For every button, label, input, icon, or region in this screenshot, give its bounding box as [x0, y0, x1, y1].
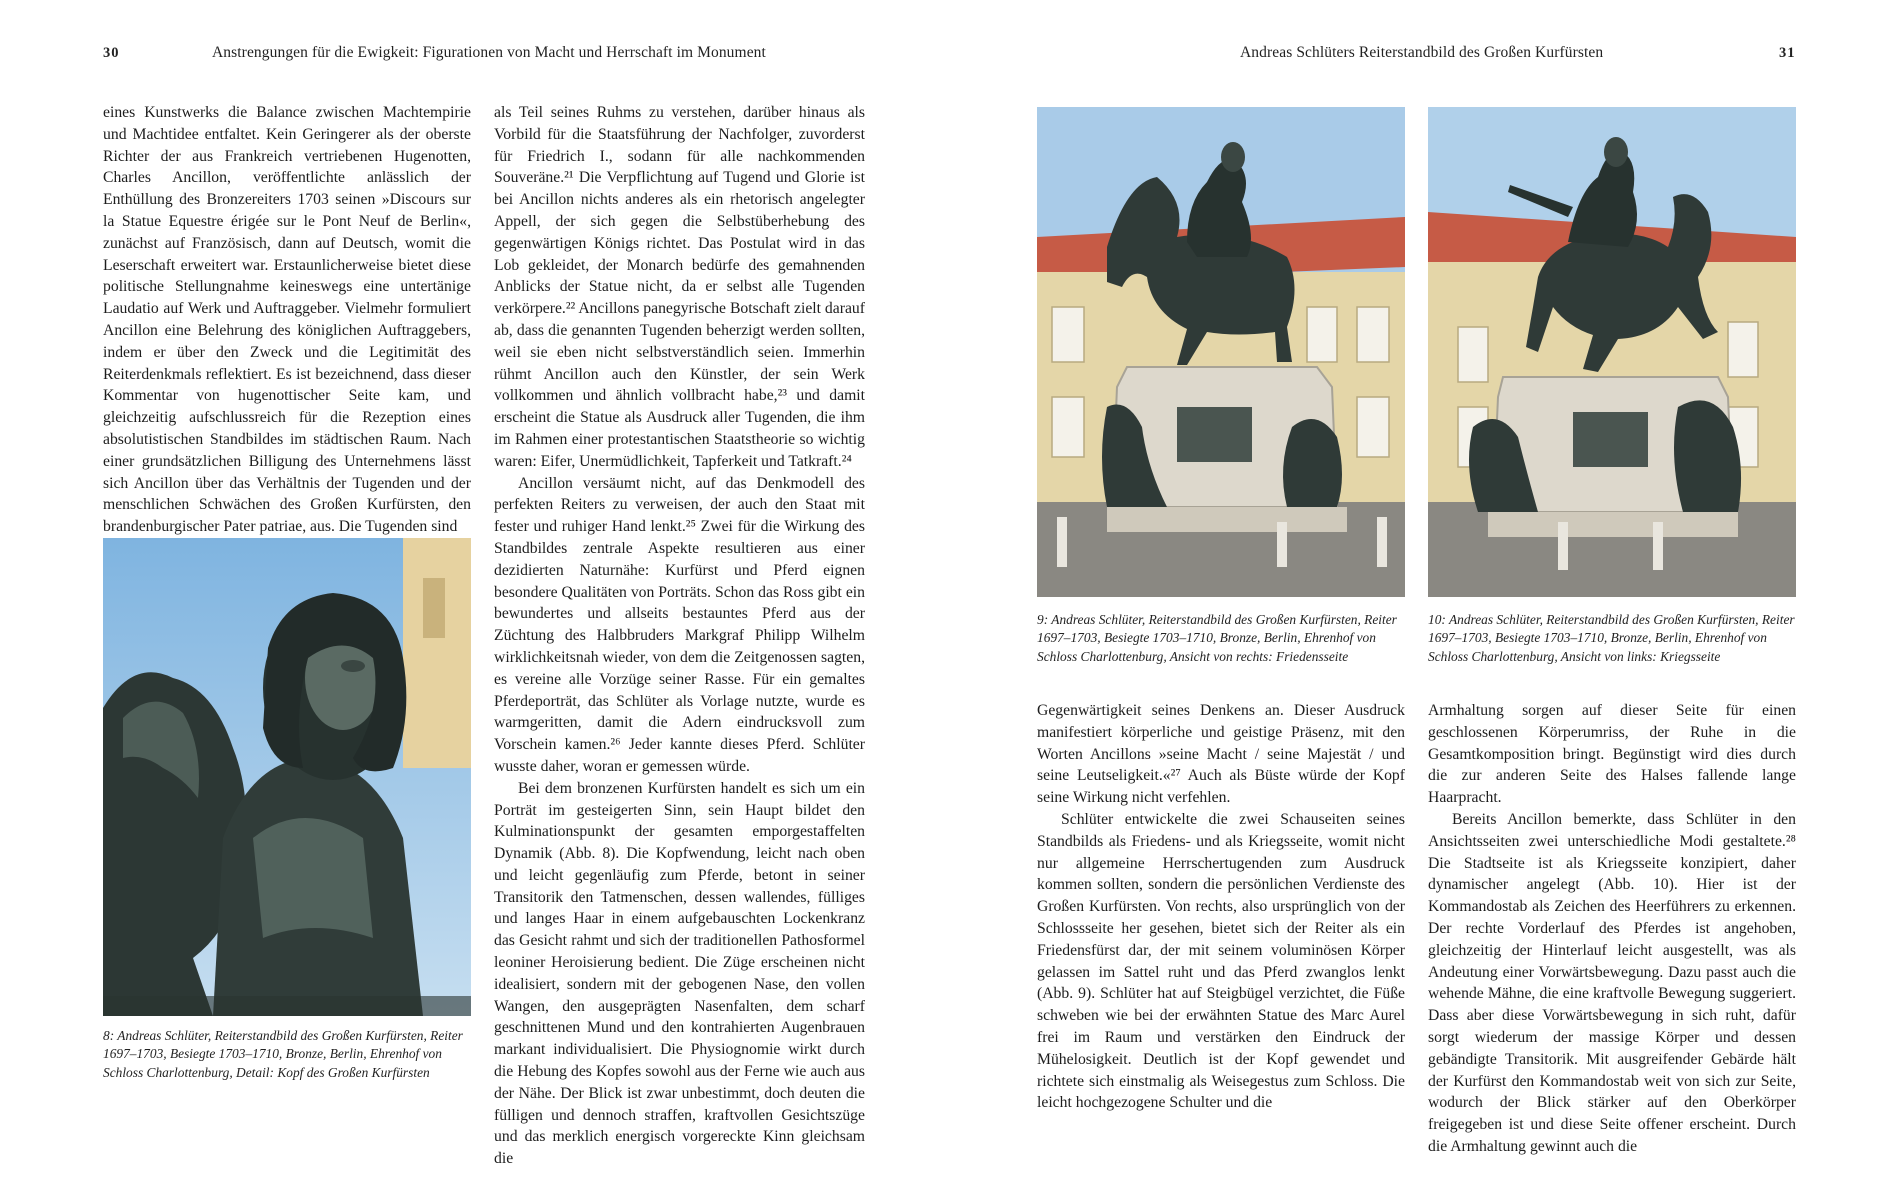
right-page — [945, 0, 1890, 1181]
paragraph: eines Kunstwerks die Balance zwischen Machtempirie und Machtidee entfaltet. Kein Geringerer als der oberste Richter der aus Frankreich vertriebenen Hugenotten, Charles Ancillon, veröffentlichte anlässlich der Enthüllung des Bronzereiters 1703 seinen »Discours sur la Statue Equestre érigée sur le Pont Neuf de Berlin«, zunächst auf Französisch, dann auf Deutsch, womit die Leserschaft erweitert war. Erstaunlicherweise bietet diese politische Stellungnahme keineswegs eine untertänige Laudatio auf Werk und Auftraggeber. Vielmehr formuliert Ancillon eine Belehrung des königlichen Auftraggebers, indem er über den Zweck und die Legitimität des Reiterdenkmals reflektiert. Es ist bezeichnend, dass dieser Kommentar von hugenottischer Seite kam, und gleichzeitig aufschlussreich für die Rezeption eines absolutistischen Standbildes im städtischen Raum. Nach einer grundsätzlichen Billigung des Unternehmens lässt sich Ancillon über das Verhältnis der Tugenden und der menschlichen Schwächen des Großen Kurfürsten, den brandenburgischer Pater patriae, aus. Die Tugenden sind — [103, 104, 471, 536]
page-number-left: 30 — [103, 45, 120, 61]
running-head-right: Andreas Schlüters Reiterstandbild des Großen Kurfürsten — [1240, 44, 1604, 61]
paragraph: Armhaltung sorgen auf dieser Seite für einen geschlossenen Körperumriss, der Ruhe in die Gesamtkomposition bringt. Begünstigt wird dies durch die zur anderen Seite des Halses fallende lange Haarpracht. — [1428, 702, 1796, 807]
figure-10-caption: 10: Andreas Schlüter, Reiterstandbild des Großen Kurfürsten, Reiter 1697–1703, Besiegte 1703–1710, Bronze, Berlin, Ehrenhof von Schloss Charlottenburg, Ansicht von links: Kriegsseite — [1428, 612, 1795, 664]
left-column-2 — [494, 102, 865, 1170]
figure-9-image — [1037, 107, 1405, 597]
paragraph: Gegenwärtigkeit seines Denkens an. Dieser Ausdruck manifestiert körperliche und geistige Präsenz, mit den Worten Ancillons »seine Macht / seine Majestät / und seine Leutseligkeit.«²⁷ Auch als Büste würde der Kopf seine Wirkung nicht verfehlen. — [1037, 702, 1405, 807]
page-number-right: 31 — [1779, 45, 1796, 61]
equestrian-head-photo — [103, 538, 471, 1016]
right-column-2 — [1428, 700, 1796, 1158]
paragraph: als Teil seines Ruhms zu verstehen, darüber hinaus als Vorbild für die Staatsführung der Nachfolger, zuvorderst für Friedrich I., sodann für alle nachkommenden Souveräne.²¹ Die Verpflichtung auf Tugend und Glorie ist bei Ancillon nichts anderes als ein rhetorisch angelegter Appell, der sich gegen die Selbstüberhebung des gegenwärtigen Königs richtet. Das Postulat wird in das Lob gekleidet, der Monarch bedürfe des gemahnenden Anblicks der Statue nicht, da er selbst alle Tugenden verkörpere.²² Ancillons panegyrische Botschaft zielt darauf ab, dass die genannten Tugenden beherzigt werden sollten, weil sie eben nicht selbstverständlich seien. Immerhin rühmt Ancillon auch den Künstler, der sein Werk vollkommen und ähnlich vollbracht habe,²³ und damit erscheint die Statue als Ausdruck aller Tugenden, die ihm im Rahmen einer protestantischen Staatstheorie so wichtig waren: Eifer, Unermüdlichkeit, Tapferkeit und Tatkraft.²⁴ — [494, 104, 865, 470]
figure-8-image — [103, 538, 471, 1016]
paragraph: Ancillon versäumt nicht, auf das Denkmodell des perfekten Reiters zu verweisen, der auch den Staat mit fester und ruhiger Hand lenkt.²⁵ Zwei für die Wirkung des Standbildes zentrale Aspekte resultieren aus einer dezidierten Naturnähe: Kurfürst und Pferd eignen besondere Qualitäten von Porträts. Schon das Ross gibt ein bewundertes und allseits bestauntes Pferd aus der Züchtung des Halbbruders Markgraf Philipp Wilhelm wirklichkeitsnah wieder, von dem die Zeitgenossen sagten, es vereine alle Vorzüge seiner Rasse. Für ein gemaltes Pferdeporträt, das Schlüter als Vorlage nutzte, wurde es warmgeritten, damit die Adern eindrucksvoll zum Vorschein kamen.²⁶ Jeder kannte dieses Pferd. Schlüter wusste daher, woran er gemessen würde. — [494, 474, 865, 775]
left-column-1 — [103, 102, 471, 538]
figure-8-caption: 8: Andreas Schlüter, Reiterstandbild des Großen Kurfürsten, Reiter 1697–1703, Besiegte 1703–1710, Bronze, Berlin, Ehrenhof von Schloss Charlottenburg, Detail: Kopf des Großen Kurfürsten — [103, 1028, 463, 1080]
running-head-left: Anstrengungen für die Ewigkeit: Figurationen von Macht und Herrschaft im Monument — [212, 44, 766, 61]
right-column-1 — [1037, 700, 1405, 1114]
equestrian-statue-peace-side-photo — [1037, 107, 1405, 597]
equestrian-statue-war-side-photo — [1428, 107, 1796, 597]
paragraph: Schlüter entwickelte die zwei Schauseiten seines Standbilds als Friedens- und als Kriegsseite, womit nicht nur allgemeine Herrschertugenden zum Ausdruck kommen sollten, sondern die persönlichen Verdienste des Großen Kurfürsten. Von rechts, also ursprünglich von der Schlossseite her gesehen, bietet sich der Reiter als ein Friedensfürst dar, der mit seinem voluminösen Körper gelassen im Sattel ruht und das Pferd zwanglos lenkt (Abb. 9). Schlüter hat auf Steigbügel verzichtet, die Füße schweben wie bei der erwähnten Statue des Marc Aurel frei im Raum und verstärken den Eindruck der Mühelosigkeit. Deutlich ist der Kopf gewendet und richtete sich einstmalig als Weisegestus zum Schloss. Die leicht hochgezogene Schulter und die — [1037, 810, 1405, 1112]
figure-10-image — [1428, 107, 1796, 597]
figure-9-caption: 9: Andreas Schlüter, Reiterstandbild des Großen Kurfürsten, Reiter 1697–1703, Besiegte 1703–1710, Bronze, Berlin, Ehrenhof von Schloss Charlottenburg, Ansicht von rechts: Friedensseite — [1037, 612, 1397, 664]
paragraph: Bereits Ancillon bemerkte, dass Schlüter in den Ansichtsseiten zwei unterschiedliche Modi gestaltete.²⁸ Die Stadtseite ist als Kriegsseite konzipiert, daher dynamischer angelegt (Abb. 10). Hier ist der Kommandostab als Zeichen des Heerführers zu erkennen. Der rechte Vorderlauf des Pferdes ist angehoben, gleichzeitig der Hinterlauf leicht ausgestellt, was als Andeutung einer Vorwärtsbewegung. Dazu passt auch die wehende Mähne, die eine kraftvolle Bewegung suggeriert. Dass aber diese Vorwärtsbewegung in sich ruht, dafür sorgt wiederum der massige Körper und dessen gebändigte Transitorik. Mit ausgreifender Gebärde hält der Kurfürst den Kommandostab weit von sich zur Seite, wodurch der Blick stärker auf den Oberkörper freigegeben ist und diese Seite offener erscheint. Durch die Armhaltung gewinnt auch die — [1428, 810, 1796, 1155]
paragraph: Bei dem bronzenen Kurfürsten handelt es sich um ein Porträt im gesteigerten Sinn, sein Haupt bildet den Kulminationspunkt der gesamten emporgestaffelten Dynamik (Abb. 8). Die Kopfwendung, leicht nach oben und leicht gegenläufig zum Pferde, betont in seiner Transitorik den Tatmenschen, dessen wallendes, fülliges und langes Haar in einem aufgebauschten Lockenkranz das Gesicht rahmt und sich der traditionellen Pathosformel leoniner Heroisierung bedient. Die Züge erscheinen nicht idealisiert, sondern mit der gebogenen Nase, den vollen Wangen, den ausgeprägten Nasenfalten, dem scharf geschnittenen Mund und den kontrahierten Augenbrauen markant individualisiert. Die Physiognomie wirkt durch die Hebung des Kopfes sowohl aus der Ferne wie auch aus der Nähe. Der Blick ist zwar unbestimmt, doch deuten die fülligen und dennoch straffen, kraftvollen Gesichtszüge und das merklich energisch vorgereckte Kinn gleichsam die — [494, 779, 865, 1168]
